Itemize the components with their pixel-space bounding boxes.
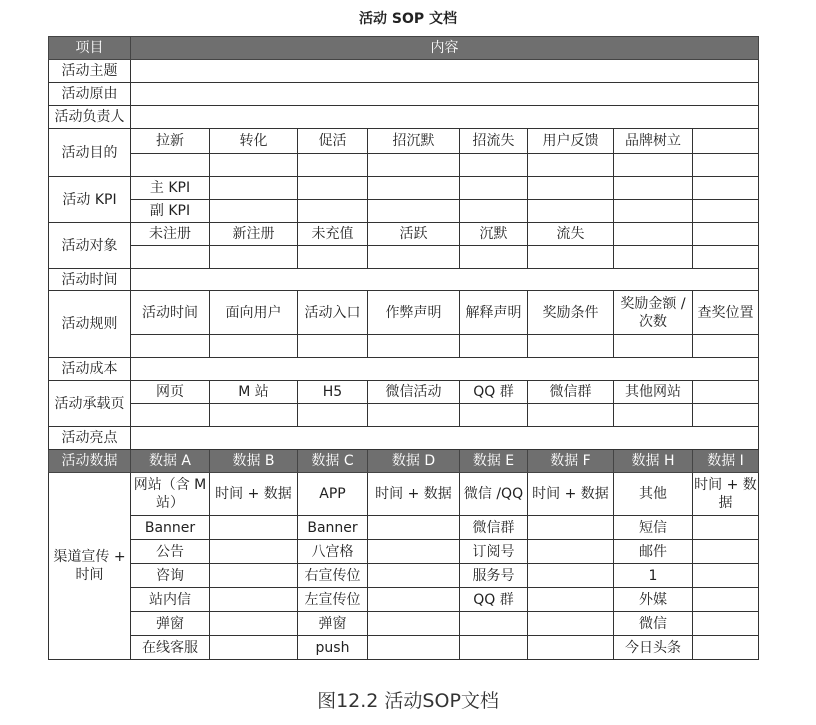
- kpi-cell[interactable]: [460, 177, 528, 200]
- page-cell: H5: [298, 381, 368, 404]
- channel-cell[interactable]: [693, 516, 759, 540]
- channel-row: [49, 588, 759, 612]
- data-col-header: 数据 H: [614, 450, 693, 473]
- row-reason: [49, 83, 759, 106]
- kpi-cell[interactable]: [460, 200, 528, 223]
- goal-cell: 促活: [298, 129, 368, 154]
- data-col-header: 数据 C: [298, 450, 368, 473]
- data-col-header: 数据 B: [210, 450, 298, 473]
- kpi-cell[interactable]: [368, 177, 460, 200]
- row-target: [49, 223, 759, 246]
- channel-cell[interactable]: [528, 564, 614, 588]
- label-cost: 活动成本: [49, 358, 131, 381]
- channel-row: [49, 612, 759, 636]
- rule-cell: 解释声明: [460, 291, 528, 335]
- label-reason: 活动原由: [49, 83, 131, 106]
- sop-table-body: [49, 37, 759, 660]
- data-col-header: 数据 A: [131, 450, 210, 473]
- target-value[interactable]: [131, 246, 210, 269]
- label-target: 活动对象: [49, 223, 131, 269]
- channel-cell[interactable]: [528, 540, 614, 564]
- goal-cell: 转化: [210, 129, 298, 154]
- channel-cell[interactable]: [528, 588, 614, 612]
- rule-cell: 作弊声明: [368, 291, 460, 335]
- channel-cell: 订阅号: [460, 540, 528, 564]
- sop-table: [48, 36, 759, 660]
- label-time: 活动时间: [49, 269, 131, 291]
- channel-cell[interactable]: [210, 540, 298, 564]
- channel-cell: push: [298, 636, 368, 660]
- header-item: 项目: [49, 37, 131, 60]
- goal-value[interactable]: [693, 154, 759, 177]
- goal-value[interactable]: [210, 154, 298, 177]
- channel-cell[interactable]: [368, 516, 460, 540]
- page-cell: 微信群: [528, 381, 614, 404]
- channel-cell[interactable]: [210, 516, 298, 540]
- channel-cell: 短信: [614, 516, 693, 540]
- channel-cell: 弹窗: [131, 612, 210, 636]
- goal-cell: [693, 129, 759, 154]
- rule-value[interactable]: [614, 335, 693, 358]
- page-value[interactable]: [210, 404, 298, 427]
- row-highlight: [49, 427, 759, 450]
- channel-cell: 时间 + 数据: [693, 473, 759, 516]
- row-goal: [49, 129, 759, 154]
- page-cell: 微信活动: [368, 381, 460, 404]
- label-channel: [49, 473, 131, 660]
- channel-row: [49, 564, 759, 588]
- channel-cell: 微信群: [460, 516, 528, 540]
- kpi-main-label: 主 KPI: [131, 177, 210, 200]
- kpi-cell[interactable]: [614, 177, 693, 200]
- kpi-cell[interactable]: [368, 200, 460, 223]
- channel-row: [49, 473, 759, 516]
- row-rules: [49, 291, 759, 335]
- label-channel-line2: 时间: [75, 567, 104, 583]
- kpi-cell[interactable]: [298, 200, 368, 223]
- goal-value[interactable]: [131, 154, 210, 177]
- channel-cell: 1: [614, 564, 693, 588]
- rule-value[interactable]: [528, 335, 614, 358]
- value-theme[interactable]: [131, 60, 759, 83]
- value-reason[interactable]: [131, 83, 759, 106]
- target-value[interactable]: [528, 246, 614, 269]
- channel-cell: 今日头条: [614, 636, 693, 660]
- channel-cell[interactable]: [210, 564, 298, 588]
- kpi-cell[interactable]: [298, 177, 368, 200]
- page-value[interactable]: [460, 404, 528, 427]
- channel-cell: 咨询: [131, 564, 210, 588]
- channel-cell[interactable]: [368, 636, 460, 660]
- page-value[interactable]: [693, 404, 759, 427]
- label-kpi: 活动 KPI: [49, 177, 131, 223]
- channel-cell: 微信 /QQ: [460, 473, 528, 516]
- row-page: [49, 381, 759, 404]
- figure-caption: 图12.2 活动SOP文档: [317, 690, 499, 712]
- channel-cell[interactable]: [693, 540, 759, 564]
- page-value[interactable]: [131, 404, 210, 427]
- target-value[interactable]: [210, 246, 298, 269]
- kpi-cell[interactable]: [693, 177, 759, 200]
- channel-cell: 左宣传位: [298, 588, 368, 612]
- channel-row: [49, 540, 759, 564]
- data-col-header: 数据 I: [693, 450, 759, 473]
- page-value[interactable]: [614, 404, 693, 427]
- kpi-cell[interactable]: [614, 200, 693, 223]
- channel-cell: 时间 + 数据: [368, 473, 460, 516]
- channel-cell[interactable]: [528, 636, 614, 660]
- kpi-cell[interactable]: [210, 177, 298, 200]
- row-time: [49, 269, 759, 291]
- rule-value[interactable]: [460, 335, 528, 358]
- channel-cell: 站内信: [131, 588, 210, 612]
- target-value[interactable]: [693, 246, 759, 269]
- rule-cell: 活动时间: [131, 291, 210, 335]
- page-cell: 网页: [131, 381, 210, 404]
- target-value[interactable]: [298, 246, 368, 269]
- channel-cell: Banner: [298, 516, 368, 540]
- page-value[interactable]: [298, 404, 368, 427]
- page-value[interactable]: [368, 404, 460, 427]
- data-col-header: 数据 E: [460, 450, 528, 473]
- channel-cell: APP: [298, 473, 368, 516]
- page-cell: QQ 群: [460, 381, 528, 404]
- value-time[interactable]: [131, 269, 759, 291]
- goal-value[interactable]: [460, 154, 528, 177]
- channel-cell: 八宫格: [298, 540, 368, 564]
- channel-cell: 时间 + 数据: [210, 473, 298, 516]
- target-cell: [614, 223, 693, 246]
- value-cost[interactable]: [131, 358, 759, 381]
- goal-cell: 用户反馈: [528, 129, 614, 154]
- rule-value[interactable]: [298, 335, 368, 358]
- kpi-cell[interactable]: [693, 200, 759, 223]
- target-cell: 流失: [528, 223, 614, 246]
- row-theme: [49, 60, 759, 83]
- channel-cell[interactable]: [210, 612, 298, 636]
- goal-cell: 招流失: [460, 129, 528, 154]
- target-value[interactable]: [368, 246, 460, 269]
- row-kpi-main: [49, 177, 759, 200]
- channel-cell[interactable]: [368, 564, 460, 588]
- goal-value[interactable]: [614, 154, 693, 177]
- rule-value[interactable]: [693, 335, 759, 358]
- label-rules: 活动规则: [49, 291, 131, 358]
- channel-cell: 微信: [614, 612, 693, 636]
- channel-cell: 外媒: [614, 588, 693, 612]
- channel-cell[interactable]: [460, 636, 528, 660]
- label-highlight: 活动亮点: [49, 427, 131, 450]
- channel-cell[interactable]: [210, 588, 298, 612]
- value-highlight[interactable]: [131, 427, 759, 450]
- data-col-header: 数据 F: [528, 450, 614, 473]
- channel-cell: Banner: [131, 516, 210, 540]
- target-cell: 沉默: [460, 223, 528, 246]
- channel-cell[interactable]: [693, 564, 759, 588]
- row-goal-values: [49, 154, 759, 177]
- row-kpi-sub: [49, 200, 759, 223]
- target-value[interactable]: [614, 246, 693, 269]
- value-owner[interactable]: [131, 106, 759, 129]
- channel-cell[interactable]: [368, 540, 460, 564]
- channel-cell: 服务号: [460, 564, 528, 588]
- target-cell: 新注册: [210, 223, 298, 246]
- data-col-header: 数据 D: [368, 450, 460, 473]
- goal-cell: 招沉默: [368, 129, 460, 154]
- page-value[interactable]: [528, 404, 614, 427]
- page-cell: 其他网站: [614, 381, 693, 404]
- rule-value[interactable]: [210, 335, 298, 358]
- channel-cell: 其他: [614, 473, 693, 516]
- label-data: 活动数据: [49, 450, 131, 473]
- channel-cell: QQ 群: [460, 588, 528, 612]
- goal-cell: 拉新: [131, 129, 210, 154]
- kpi-cell[interactable]: [210, 200, 298, 223]
- target-cell: 未注册: [131, 223, 210, 246]
- sop-table-wrapper: [48, 36, 759, 660]
- kpi-sub-label: 副 KPI: [131, 200, 210, 223]
- rule-cell: 查奖位置: [693, 291, 759, 335]
- row-rules-values: [49, 335, 759, 358]
- channel-cell: 右宣传位: [298, 564, 368, 588]
- label-goal: 活动目的: [49, 129, 131, 177]
- header-content: 内容: [131, 37, 759, 60]
- header-row: [49, 37, 759, 60]
- rule-value[interactable]: [368, 335, 460, 358]
- target-cell: 未充值: [298, 223, 368, 246]
- channel-cell[interactable]: [528, 516, 614, 540]
- rule-cell: 活动入口: [298, 291, 368, 335]
- channel-cell[interactable]: [693, 612, 759, 636]
- label-channel-line1: 渠道宣传 +: [53, 549, 126, 565]
- goal-value[interactable]: [368, 154, 460, 177]
- channel-cell[interactable]: [210, 636, 298, 660]
- row-cost: [49, 358, 759, 381]
- label-theme: 活动主题: [49, 60, 131, 83]
- page-cell: M 站: [210, 381, 298, 404]
- channel-cell: 邮件: [614, 540, 693, 564]
- goal-value[interactable]: [298, 154, 368, 177]
- kpi-cell[interactable]: [528, 200, 614, 223]
- channel-cell[interactable]: [693, 588, 759, 612]
- channel-cell: 网站（含 M 站）: [131, 473, 210, 516]
- row-owner: [49, 106, 759, 129]
- channel-cell: 弹窗: [298, 612, 368, 636]
- channel-cell: 时间 + 数据: [528, 473, 614, 516]
- data-header-row: [49, 450, 759, 473]
- target-cell: [693, 223, 759, 246]
- channel-row: [49, 516, 759, 540]
- channel-cell[interactable]: [693, 636, 759, 660]
- rule-value[interactable]: [131, 335, 210, 358]
- channel-cell[interactable]: [368, 612, 460, 636]
- channel-cell[interactable]: [528, 612, 614, 636]
- goal-value[interactable]: [528, 154, 614, 177]
- channel-cell: 在线客服: [131, 636, 210, 660]
- channel-cell[interactable]: [368, 588, 460, 612]
- target-value[interactable]: [460, 246, 528, 269]
- rule-cell: 面向用户: [210, 291, 298, 335]
- channel-row: [49, 636, 759, 660]
- document-title: 活动 SOP 文档: [359, 11, 457, 27]
- target-cell: 活跃: [368, 223, 460, 246]
- row-target-values: [49, 246, 759, 269]
- page-cell: [693, 381, 759, 404]
- label-page: 活动承载页: [49, 381, 131, 427]
- row-page-values: [49, 404, 759, 427]
- channel-cell: 公告: [131, 540, 210, 564]
- kpi-cell[interactable]: [528, 177, 614, 200]
- rule-cell: 奖励金额 / 次数: [614, 291, 693, 335]
- rule-cell: 奖励条件: [528, 291, 614, 335]
- label-owner: 活动负责人: [49, 106, 131, 129]
- goal-cell: 品牌树立: [614, 129, 693, 154]
- channel-cell[interactable]: [460, 612, 528, 636]
